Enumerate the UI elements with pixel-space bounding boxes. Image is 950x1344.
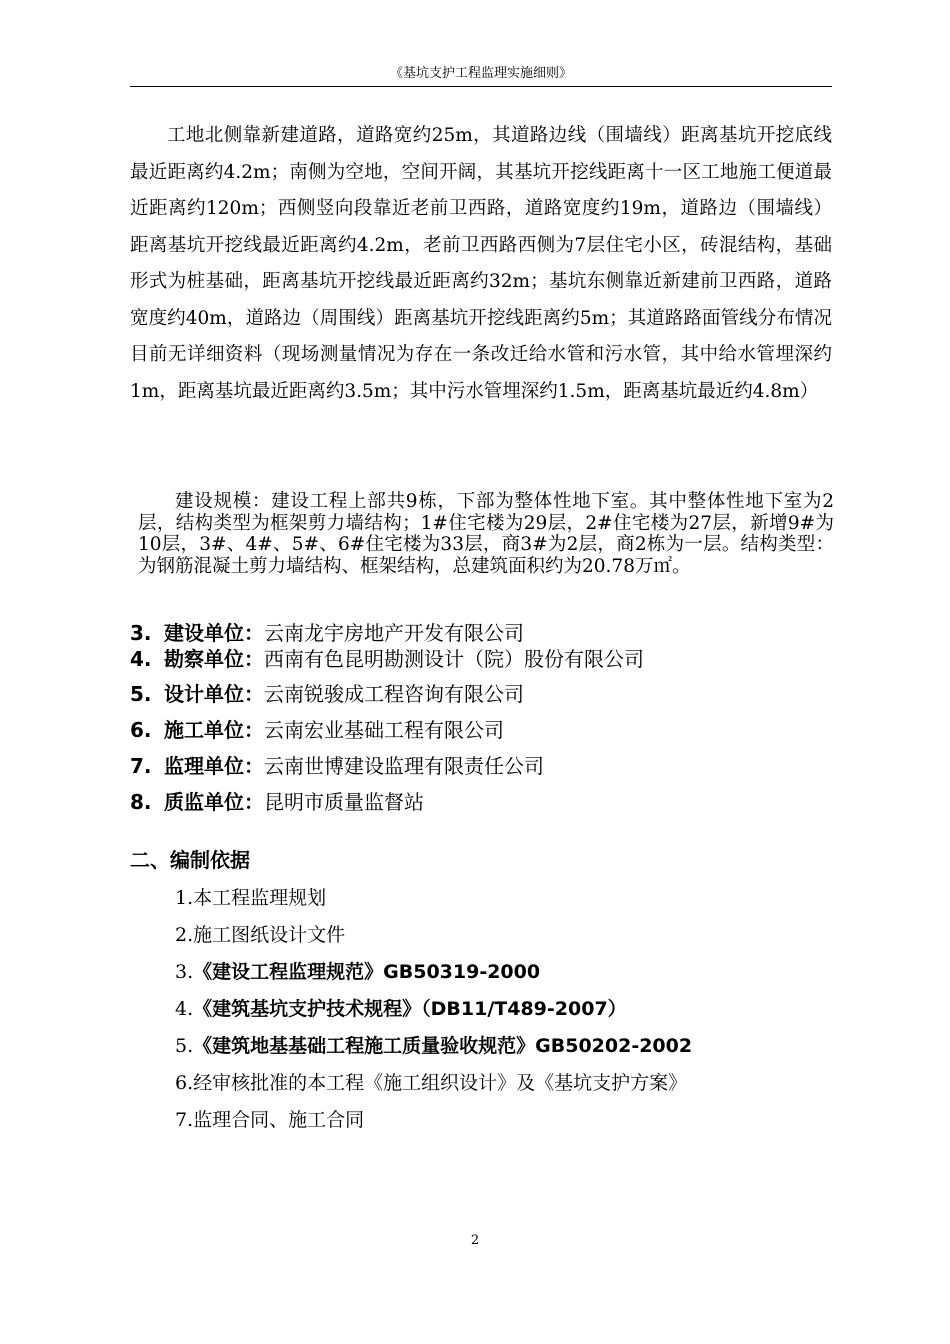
unit-label: 设计单位： bbox=[164, 682, 264, 706]
unit-number: 7. bbox=[130, 754, 152, 778]
basis-item bbox=[175, 886, 326, 910]
unit-number: 8. bbox=[130, 790, 152, 814]
unit-label: 质监单位： bbox=[164, 790, 264, 814]
basis-item-number: 1. bbox=[175, 887, 194, 909]
basis-item-text: 施工图纸设计文件 bbox=[193, 924, 346, 946]
page-number: 2 bbox=[470, 1233, 480, 1248]
unit-value: 云南宏业基础工程有限公司 bbox=[264, 718, 504, 742]
unit-value: 云南龙宇房地产开发有限公司 bbox=[264, 621, 524, 645]
basis-item bbox=[175, 1108, 364, 1132]
unit-row-supervision bbox=[130, 754, 544, 778]
unit-number: 4. bbox=[130, 647, 152, 671]
basis-item-standard: 《建筑地基基础工程施工质量验收规范》GB50202-2002 bbox=[193, 1035, 693, 1057]
basis-item-number: 4. bbox=[175, 998, 194, 1020]
construction-scale-paragraph: 建设规模：建设工程上部共9栋，下部为整体性地下室。其中整体性地下室为2层，结构类型为框架剪力墙结构；1#住宅楼为29层，2#住宅楼为27层，新增9#为10层，3#、4#、5#、6#住宅楼为33层，商3#为2层，商2栋为一层。结构类型：为钢筋混凝土剪力墙结构、框架结构，总建筑面积约为20.78万㎡。 bbox=[138, 491, 834, 577]
basis-item bbox=[175, 1034, 692, 1058]
basis-item-number: 6. bbox=[175, 1072, 194, 1094]
unit-number: 6. bbox=[130, 718, 152, 742]
basis-item bbox=[175, 960, 540, 984]
header-rule bbox=[130, 86, 832, 87]
basis-item bbox=[175, 923, 345, 947]
basis-item-standard: 《建筑基坑支护技术规程》（DB11/T489-2007） bbox=[193, 998, 627, 1020]
unit-number: 5. bbox=[130, 682, 152, 706]
basis-item-standard: 《建设工程监理规范》GB50319-2000 bbox=[193, 961, 541, 983]
basis-item-number: 7. bbox=[175, 1109, 194, 1131]
unit-label: 建设单位： bbox=[164, 621, 264, 645]
unit-row-survey bbox=[130, 647, 644, 671]
running-header: 《基坑支护工程监理实施细则》 bbox=[389, 66, 572, 81]
basis-item-number: 3. bbox=[175, 961, 194, 983]
section-heading-basis: 二、编制依据 bbox=[130, 848, 250, 872]
unit-value: 西南有色昆明勘测设计（院）股份有限公司 bbox=[264, 647, 644, 671]
basis-item-number: 5. bbox=[175, 1035, 194, 1057]
unit-row-design bbox=[130, 682, 524, 706]
basis-item-text: 经审核批准的本工程《施工组织设计》及《基坑支护方案》 bbox=[193, 1072, 688, 1094]
site-surroundings-paragraph: 工地北侧靠新建道路，道路宽约25m，其道路边线（围墙线）距离基坑开挖底线最近距离约4.2m；南侧为空地，空间开阔，其基坑开挖线距离十一区工地施工便道最近距离约120m；西侧竖向段靠近老前卫西路，道路宽度约19m，道路边（围墙线）距离基坑开挖线最近距离约4.2m，老前卫西路西侧为7层住宅小区，砖混结构，基础形式为桩基础，距离基坑开挖线最近距离约32m；基坑东侧靠近新建前卫西路，道路宽度约40m，道路边（周围线）距离基坑开挖线距离约5m；其道路路面管线分布情况目前无详细资料（现场测量情况为存在一条改迁给水管和污水管，其中给水管埋深约1m，距离基坑最近距离约3.5m；其中污水管埋深约1.5m，距离基坑最近约4.8m） bbox=[130, 125, 832, 402]
unit-row-construction bbox=[130, 718, 504, 742]
unit-label: 勘察单位： bbox=[164, 647, 264, 671]
unit-label: 监理单位： bbox=[164, 754, 264, 778]
unit-value: 昆明市质量监督站 bbox=[264, 790, 424, 814]
unit-row-developer bbox=[130, 621, 524, 645]
basis-item bbox=[175, 1071, 687, 1095]
unit-number: 3. bbox=[130, 621, 152, 645]
basis-item bbox=[175, 997, 627, 1021]
basis-item-number: 2. bbox=[175, 924, 194, 946]
unit-value: 云南世博建设监理有限责任公司 bbox=[264, 754, 544, 778]
basis-item-text: 本工程监理规划 bbox=[193, 887, 327, 909]
unit-row-quality bbox=[130, 790, 424, 814]
basis-item-text: 监理合同、施工合同 bbox=[193, 1109, 365, 1131]
unit-label: 施工单位： bbox=[164, 718, 264, 742]
unit-value: 云南锐骏成工程咨询有限公司 bbox=[264, 682, 524, 706]
